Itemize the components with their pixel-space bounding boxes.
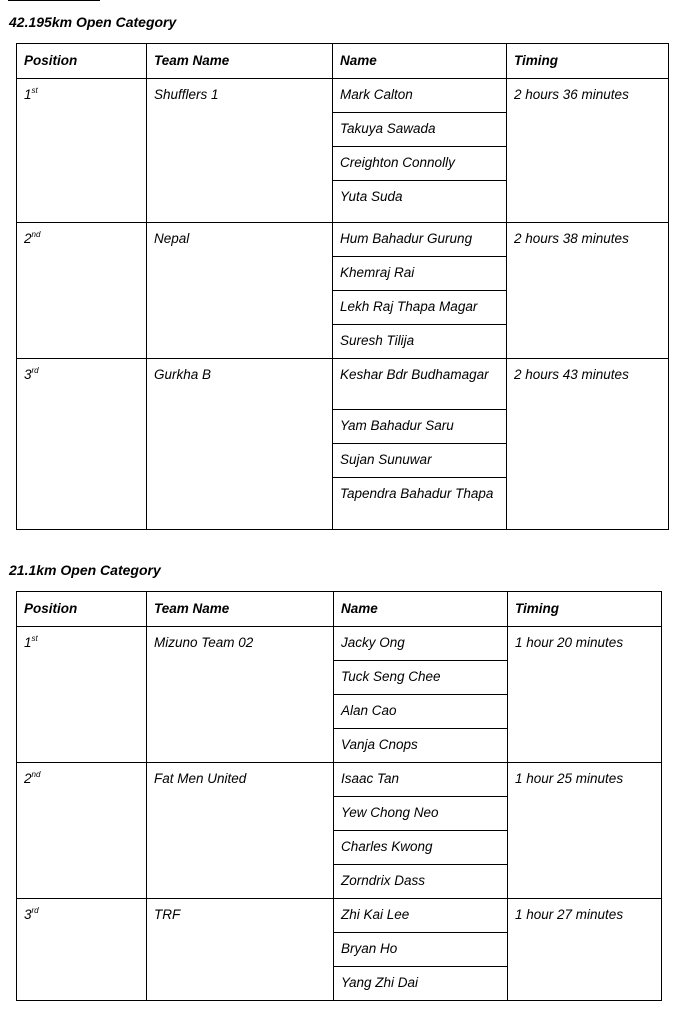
team-name-cell: Nepal <box>147 223 333 359</box>
results-table-marathon <box>16 43 669 530</box>
header-name: Name <box>334 592 508 627</box>
member-name-cell: Yam Bahadur Saru <box>333 410 507 444</box>
member-name-cell: Jacky Ong <box>334 627 508 661</box>
member-name-cell: Lekh Raj Thapa Magar <box>333 291 507 325</box>
table-header-row <box>17 592 662 627</box>
results-table-half-marathon <box>16 591 662 1001</box>
member-name-cell: Alan Cao <box>334 695 508 729</box>
member-name-cell: Suresh Tilija <box>333 325 507 359</box>
table-row <box>17 79 669 113</box>
table-row <box>17 359 669 410</box>
member-name-cell: Vanja Cnops <box>334 729 508 763</box>
position-suffix: nd <box>31 769 41 779</box>
table-row <box>17 627 662 661</box>
position-suffix: rd <box>31 905 39 915</box>
timing-cell: 2 hours 38 minutes <box>507 223 669 359</box>
member-name-cell: Bryan Ho <box>334 933 508 967</box>
member-name-cell: Isaac Tan <box>334 763 508 797</box>
position-suffix: rd <box>31 365 39 375</box>
member-name-cell: Yuta Suda <box>333 181 507 223</box>
position-cell <box>17 899 147 1001</box>
member-name-cell: Khemraj Rai <box>333 257 507 291</box>
member-name-cell: Hum Bahadur Gurung <box>333 223 507 257</box>
position-cell <box>17 763 147 899</box>
timing-cell: 1 hour 20 minutes <box>508 627 662 763</box>
top-rule <box>8 0 100 1</box>
position-suffix: nd <box>31 229 41 239</box>
position-cell <box>17 79 147 223</box>
member-name-cell: Sujan Sunuwar <box>333 444 507 478</box>
team-name-cell: Mizuno Team 02 <box>147 627 334 763</box>
member-name-cell: Tapendra Bahadur Thapa <box>333 478 507 530</box>
member-name-cell: Tuck Seng Chee <box>334 661 508 695</box>
header-timing: Timing <box>507 44 669 79</box>
table-row <box>17 899 662 933</box>
timing-cell: 2 hours 36 minutes <box>507 79 669 223</box>
position-cell <box>17 223 147 359</box>
team-name-cell: Shufflers 1 <box>147 79 333 223</box>
position-suffix: st <box>31 633 38 643</box>
section-title-marathon: 42.195km Open Category <box>9 14 177 30</box>
section-title-half-marathon: 21.1km Open Category <box>9 562 161 578</box>
timing-cell: 2 hours 43 minutes <box>507 359 669 530</box>
position-number: 1 <box>24 635 32 650</box>
table-row <box>17 763 662 797</box>
header-name: Name <box>333 44 507 79</box>
member-name-cell: Keshar Bdr Budhamagar <box>333 359 507 410</box>
header-team-name: Team Name <box>147 44 333 79</box>
team-name-cell: Fat Men United <box>147 763 334 899</box>
header-position: Position <box>17 44 147 79</box>
member-name-cell: Yang Zhi Dai <box>334 967 508 1001</box>
member-name-cell: Yew Chong Neo <box>334 797 508 831</box>
member-name-cell: Charles Kwong <box>334 831 508 865</box>
table-header-row <box>17 44 669 79</box>
member-name-cell: Zhi Kai Lee <box>334 899 508 933</box>
team-name-cell: TRF <box>147 899 334 1001</box>
position-number: 3 <box>24 907 32 922</box>
position-number: 2 <box>24 231 32 246</box>
member-name-cell: Takuya Sawada <box>333 113 507 147</box>
member-name-cell: Zorndrix Dass <box>334 865 508 899</box>
member-name-cell: Creighton Connolly <box>333 147 507 181</box>
header-team-name: Team Name <box>147 592 334 627</box>
position-cell <box>17 627 147 763</box>
team-name-cell: Gurkha B <box>147 359 333 530</box>
position-number: 3 <box>24 367 32 382</box>
table-row <box>17 223 669 257</box>
position-number: 2 <box>24 771 32 786</box>
timing-cell: 1 hour 25 minutes <box>508 763 662 899</box>
position-cell <box>17 359 147 530</box>
position-suffix: st <box>31 85 38 95</box>
timing-cell: 1 hour 27 minutes <box>508 899 662 1001</box>
member-name-cell: Mark Calton <box>333 79 507 113</box>
header-position: Position <box>17 592 147 627</box>
header-timing: Timing <box>508 592 662 627</box>
position-number: 1 <box>24 87 32 102</box>
